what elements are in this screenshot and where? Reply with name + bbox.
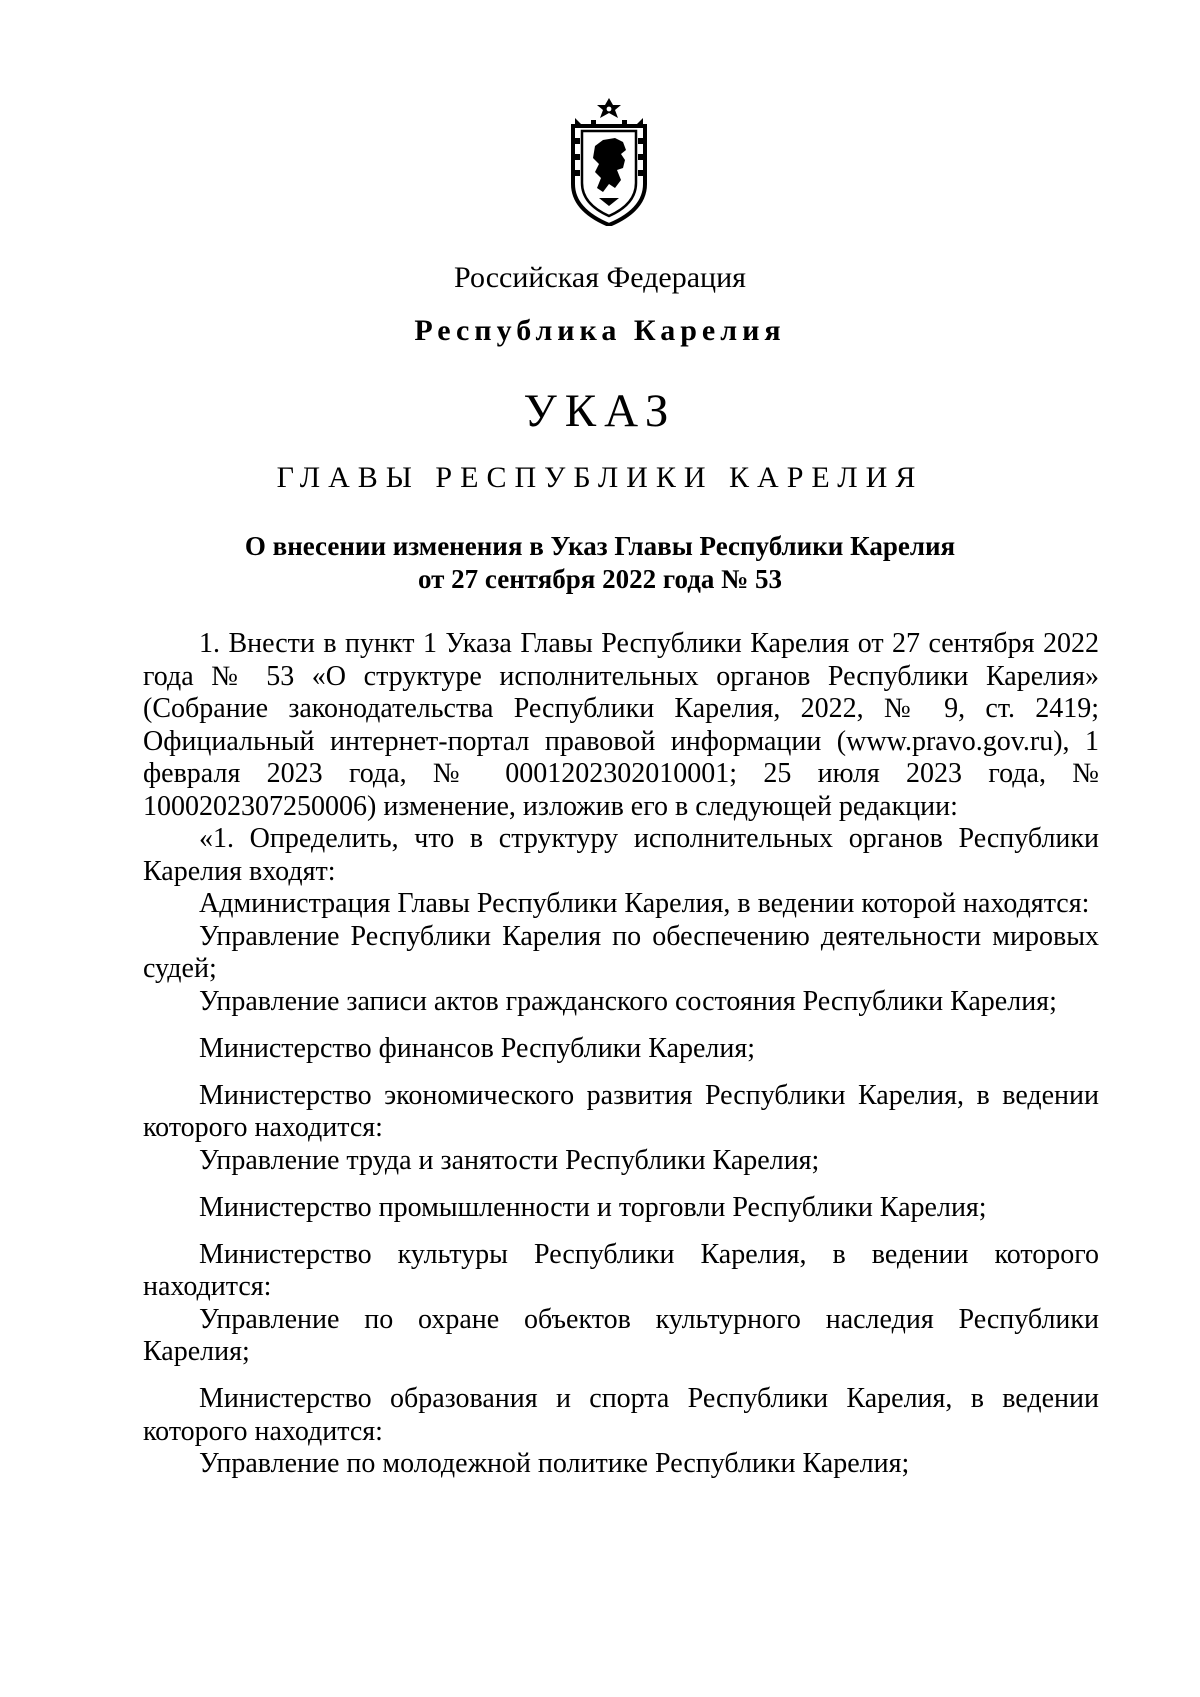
document-subject — [0, 530, 1200, 596]
paragraph-ministry-industry: Министерство промышленности и торговли Республики Карелия; — [199, 1191, 987, 1223]
karelia-coat-of-arms-icon — [569, 98, 649, 226]
subject-line-2: от 27 сентября 2022 года № 53 — [418, 564, 782, 594]
subject-line-1: О внесении изменения в Указ Главы Республики Карелия — [244, 531, 956, 561]
paragraph-ministry-culture: Министерство культуры Республики Карелия, в ведении которого находится: — [143, 1238, 1099, 1302]
paragraph-civil-registry: Управление записи актов гражданского состояния Республики Карелия; — [199, 985, 1057, 1017]
paragraph-ministry-economy: Министерство экономического развития Республики Карелия, в ведении которого находится: — [143, 1079, 1099, 1143]
paragraph-heritage-office: Управление по охране объектов культурного наследия Республики Карелия; — [143, 1303, 1099, 1367]
paragraph-labour-office: Управление труда и занятости Республики Карелия; — [199, 1144, 820, 1176]
paragraph-youth-office: Управление по молодежной политике Республики Карелия; — [199, 1448, 910, 1479]
paragraph-magistrates-office: Управление Республики Карелия по обеспечению деятельности мировых судей; — [143, 920, 1099, 984]
country-name: Российская Федерация — [454, 261, 746, 294]
paragraph-ministry-education: Министерство образования и спорта Республики Карелия, в ведении которого находится: — [143, 1383, 1099, 1447]
paragraph-ministry-finance: Министерство финансов Республики Карелия; — [199, 1032, 756, 1064]
paragraph-amendment: 1. Внести в пункт 1 Указа Главы Республики Карелия от 27 сентября 2022 года № 53 «О структуре исполнительных органов Республики Карелия» (Собрание законодательства Республики Карелия, 2022, № 9, ст. 2419; Официальный интернет-портал правовой информации (www.pravo.gov.ru), 1 февраля 2023 года, № 0001202302010001; 25 июля 2023 года, № 1000202307250006) изменение, изложив его в следующей редакции: — [143, 628, 1099, 822]
paragraph-administration: Администрация Главы Республики Карелия, в ведении которой находятся: — [199, 888, 1090, 919]
issuing-authority: ГЛАВЫ РЕСПУБЛИКИ КАРЕЛИЯ — [276, 461, 924, 494]
document-type: УКАЗ — [523, 385, 677, 437]
republic-name: Республика Карелия — [414, 314, 786, 347]
document-body — [143, 628, 1099, 1481]
paragraph-structure-intro: «1. Определить, что в структуру исполнительных органов Республики Карелия входят: — [143, 823, 1099, 887]
